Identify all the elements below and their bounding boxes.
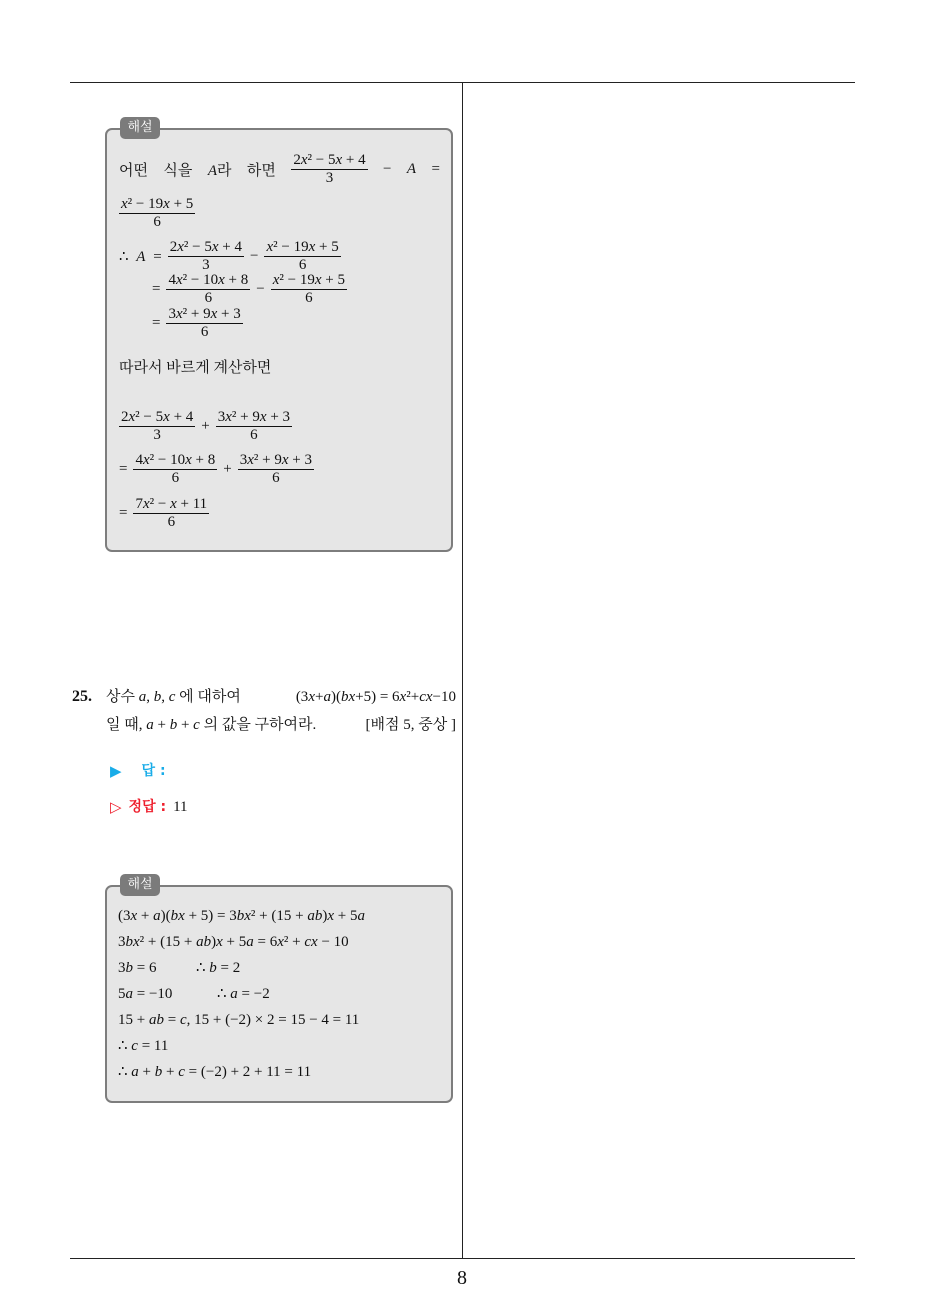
math-operator: =: [152, 315, 161, 331]
fraction-denominator: 6: [305, 290, 313, 306]
fraction: [133, 453, 217, 486]
solution-line: [119, 153, 440, 186]
fraction: [291, 153, 367, 186]
solution-line: [119, 410, 292, 443]
fraction: [264, 240, 340, 273]
fraction-numerator: x² − 19x + 5: [121, 196, 194, 212]
correct-answer-label: 정답 :: [128, 799, 167, 815]
fraction-numerator: x² − 19x + 5: [272, 272, 345, 288]
solution-line-result: ∴ b = 2: [196, 960, 241, 976]
problem-statement-line: [106, 715, 456, 735]
solution-line: ∴ c = 11: [118, 1038, 169, 1054]
correct-answer-value: 11: [173, 799, 188, 815]
fraction-denominator: 6: [167, 514, 176, 530]
correct-answer: [110, 797, 188, 817]
fraction: [168, 240, 244, 273]
fraction-numerator: 3x² + 9x + 3: [168, 306, 241, 322]
problem-equation: (3x+a)(bx+5) = 6x²+cx−10: [295, 689, 456, 705]
solution-text: 따라서 바르게 계산하면: [119, 360, 272, 376]
math-operator: =: [431, 161, 440, 177]
column-divider-line: [462, 82, 463, 1259]
solution-word: 식을: [163, 163, 193, 179]
fraction: [271, 273, 347, 306]
solution-line: (3x + a)(bx + 5) = 3bx² + (15 + ab)x + 5a: [118, 908, 365, 924]
fraction-numerator: x² − 19x + 5: [266, 239, 339, 255]
solution-line: 3b = 6: [118, 960, 157, 976]
solution-label: 해설: [120, 874, 160, 896]
solution-box: [105, 120, 453, 552]
fraction-denominator: 6: [204, 290, 213, 306]
problem-statement-line: [106, 687, 456, 707]
correct-answer-marker-icon: ▷: [110, 798, 122, 816]
solution-line: 5a = −10: [118, 986, 173, 1002]
solution-word: 하면: [246, 163, 276, 179]
fraction-denominator: 6: [171, 470, 180, 486]
fraction-numerator: 4x² − 10x + 8: [168, 272, 249, 288]
fraction: [133, 497, 209, 530]
fraction-numerator: 7x² − x + 11: [135, 496, 208, 512]
fraction-denominator: 3: [202, 257, 210, 273]
fraction-denominator: 6: [153, 214, 161, 230]
math-operator: +: [223, 461, 232, 477]
fraction-denominator: 3: [153, 427, 161, 443]
solution-line: ∴ a + b + c = (−2) + 2 + 11 = 11: [118, 1064, 312, 1080]
fraction-denominator: 6: [250, 427, 258, 443]
fraction-denominator: 6: [200, 324, 209, 340]
problem-score-info: [배점 5, 중상 ]: [365, 717, 456, 733]
solution-line: [152, 273, 347, 306]
fraction: [119, 197, 195, 230]
answer-label: 답 :: [141, 763, 166, 779]
solution-line: [119, 497, 209, 530]
solution-line: [119, 359, 271, 377]
solution-label: 해설: [120, 117, 160, 139]
solution-line: [119, 197, 195, 230]
solution-line: [119, 240, 341, 273]
solution-line-result: ∴ a = −2: [217, 986, 270, 1002]
math-operator: +: [201, 418, 210, 434]
fraction-numerator: 2x² − 5x + 4: [293, 152, 366, 168]
answer-marker-icon: ▶: [110, 762, 122, 780]
answer-prompt: [110, 761, 166, 781]
fraction-denominator: 3: [325, 170, 334, 186]
fraction: [216, 410, 292, 443]
math-operator: −: [256, 281, 265, 297]
page-number: 8: [457, 1267, 467, 1289]
fraction-numerator: 2x² − 5x + 4: [121, 409, 194, 425]
solution-box: [105, 877, 453, 1103]
math-operator: =: [152, 281, 161, 297]
solution-line: 3bx² + (15 + ab)x + 5a = 6x² + cx − 10: [118, 934, 349, 950]
fraction-denominator: 6: [272, 470, 280, 486]
math-operator: =: [119, 505, 128, 521]
problem-text: 일 때, a + b + c 의 값을 구하여라.: [106, 717, 317, 733]
math-operator: −: [249, 248, 259, 264]
math-lead: ∴ A =: [119, 249, 162, 265]
fraction-numerator: 2x² − 5x + 4: [169, 239, 242, 255]
fraction: [119, 410, 195, 443]
problem-text: 상수 a, b, c 에 대하여: [106, 689, 241, 705]
math-operator: =: [119, 461, 128, 477]
solution-word: 어떤: [119, 163, 148, 179]
math-operator: −: [383, 161, 392, 177]
fraction: [166, 273, 250, 306]
solution-line: 15 + ab = c, 15 + (−2) × 2 = 15 − 4 = 11: [118, 1012, 360, 1028]
math-variable: A: [406, 161, 417, 177]
solution-line: [119, 453, 314, 486]
bottom-divider-line: [70, 1258, 855, 1259]
fraction-numerator: 4x² − 10x + 8: [135, 452, 216, 468]
fraction: [166, 307, 242, 340]
fraction-denominator: 6: [298, 257, 307, 273]
solution-line: [152, 307, 243, 340]
fraction-numerator: 3x² + 9x + 3: [239, 452, 312, 468]
fraction: [238, 453, 314, 486]
fraction-numerator: 3x² + 9x + 3: [217, 409, 291, 425]
problem-number: 25.: [72, 688, 92, 705]
solution-word: A라: [207, 163, 232, 179]
